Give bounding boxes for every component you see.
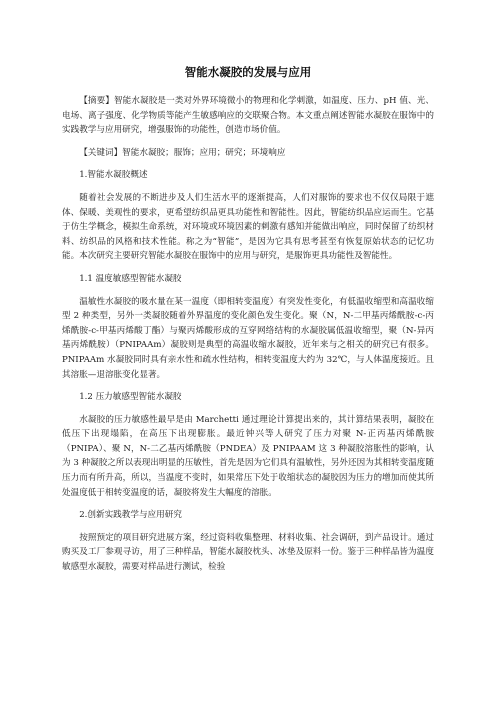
spacer [62, 523, 434, 531]
spacer [62, 160, 434, 168]
section-heading-1-2: 1.2 压力敏感型智能水凝胶 [79, 392, 182, 403]
document-body [62, 64, 434, 575]
section-1-paragraph: 随着社会发展的不断进步及人们生活水平的逐渐提高，人们对服饰的要求也不仅仅局限于遮体、保暖、美观性的要求，更希望纺织品更具功能性和智能性。因此，智能纺织品应运而生。它基于仿生学概念，模拟生命系统，对环境或环境因素的刺激有感知并能做出响应，同时保留了纺织材料、纺织品的风格和技术性能。称之为“智能”，是因为它具有思考甚至有恢复原始状态的记忆功能。本次研究主要研究智能水凝胶在服饰中的应用与研究，是服饰更具功能性及智能性。 [62, 192, 434, 262]
spacer [62, 264, 434, 272]
section-1-2-paragraph: 水凝胶的压力敏感性最早是由 Marchetti 通过理论计算提出来的，其计算结果表明，凝胶在低压下出现塌陷，在高压下出现膨胀。最近钟兴等人研究了压力对聚 N-正丙基丙烯酰胺（PNIPA）、聚 N，N-二乙基丙烯酰胺（PNDEA）及 PNIPAAM 这 3 种凝胶溶胀性的影响，认为 3 种凝胶之所以表现出明显的压敏性，首先是因为它们具有温敏性，另外还因为其相转变温度随压力而有所升高，所以，当温度不变时，如果常压下处于收缩状态的凝胶因为压力的增加而使其所处温度低于相转变温度的话，凝胶将发生大幅度的溶胀。 [62, 414, 434, 498]
spacer [62, 405, 434, 413]
spacer [62, 183, 434, 191]
spacer [62, 500, 434, 508]
section-heading-2: 2.创新实践教学与应用研究 [79, 510, 182, 521]
spacer [62, 138, 434, 146]
spacer [62, 382, 434, 390]
keywords: 【关键词】智能水凝胶；服饰；应用；研究；环境响应 [79, 147, 286, 158]
section-2-paragraph: 按照预定的项目研究进展方案，经过资料收集整理、材料收集、社会调研，到产品设计。通过购买及工厂参观寻访，用了三种样品，智能水凝胶枕头、冰垫及原料一份。鉴于三种样品皆为温度敏感型水凝胶，需要对样品进行测试，检验 [62, 532, 434, 573]
section-1-1-paragraph: 温敏性水凝胶的吸水量在某一温度（即相转变温度）有突发性变化，有低温收缩型和高温收缩型 2 种类型，另外一类凝胶随着外界温度的变化颜色发生变化。聚（N，N-二甲基丙烯酰胺-c-丙烯酰胺-c-甲基丙烯酸丁酯）与聚丙烯酸形成的互穿网络结构的水凝胶属低温收缩型，聚（N-异丙基丙烯酰胺）（PNIPAAm）凝胶则是典型的高温收缩水凝胶，近年来与之相关的研究已有很多。PNIPAAm 水凝胶同时具有亲水性和疏水性结构，相转变温度大约为 32℃，与人体温度接近。且其溶胀—退溶胀变化显著。 [62, 296, 434, 380]
abstract: 【摘要】智能水凝胶是一类对外界环境微小的物理和化学刺激，如温度、压力、pH 值、光、电场、离子强度、化学物质等能产生敏感响应的交联聚合物。本文重点阐述智能水凝胶在服饰中的实践教学与应用研究，增强服饰的功能性，创造市场价值。 [62, 96, 434, 136]
document-title: 智能水凝胶的发展与应用 [184, 65, 312, 79]
spacer [62, 287, 434, 295]
section-heading-1-1: 1.1 温度敏感型智能水凝胶 [79, 273, 182, 284]
section-heading-1: 1.智能水凝胶概述 [79, 170, 148, 181]
